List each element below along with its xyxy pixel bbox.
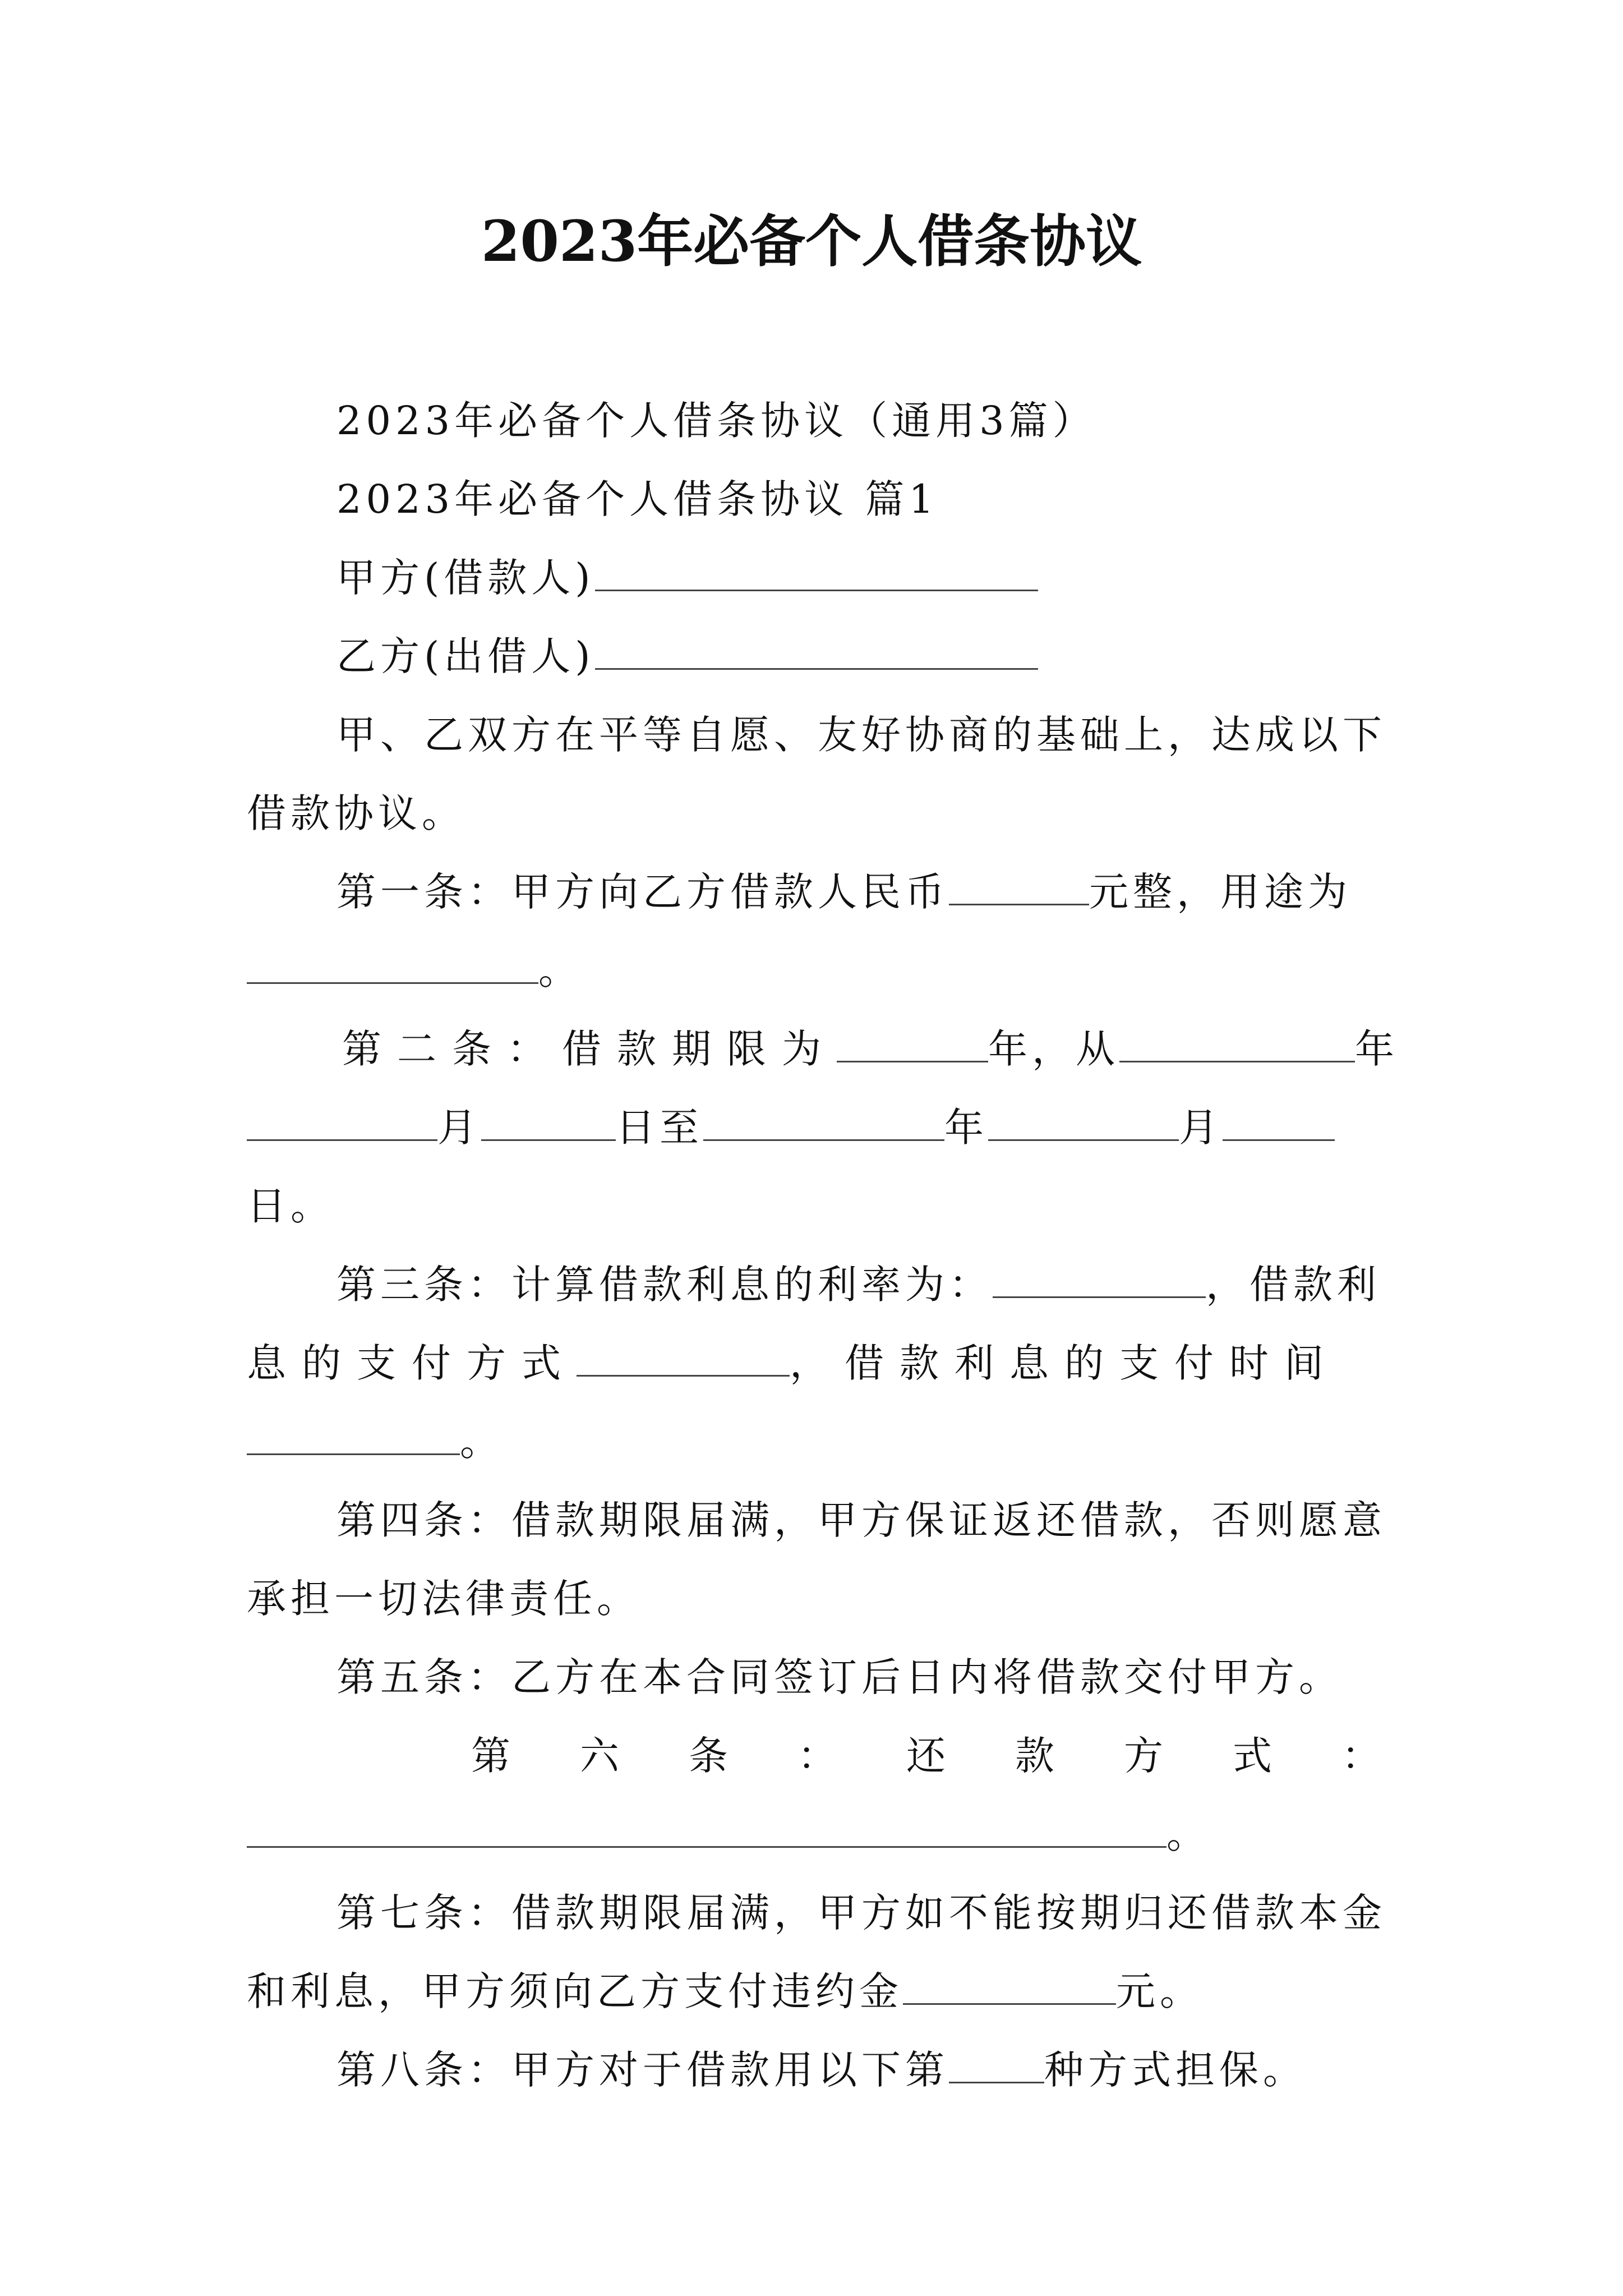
article-1-line-2: [247, 931, 1385, 1010]
article-6-char: 款: [1015, 1733, 1059, 1779]
term-years-blank: [837, 1060, 988, 1062]
article-6-char: ：: [797, 1733, 841, 1779]
article-6-line-2: [247, 1795, 1385, 1874]
article-3-end: 。: [460, 1419, 504, 1465]
article-6-char: ：: [1341, 1733, 1385, 1779]
repayment-method-blank: [247, 1846, 1166, 1848]
article-6-line-1: [247, 1717, 1385, 1795]
article-3-line-2: [247, 1324, 1385, 1402]
article-3-line-3: [247, 1402, 1385, 1481]
article-7-line-2: [247, 1952, 1385, 2031]
article-2-text: 月: [437, 1105, 481, 1151]
end-month-blank: [988, 1139, 1179, 1141]
purpose-blank: [247, 982, 538, 984]
article-5-line: 第五条：乙方在本合同签订后日内将借款交付甲方。: [336, 1654, 1343, 1700]
article-2-text: 日至: [616, 1105, 703, 1151]
article-2-text: 年: [944, 1105, 988, 1151]
article-1-text: 第一条：甲方向乙方借款人民币: [336, 869, 949, 915]
party-b-label: 乙方(出借人): [336, 633, 595, 679]
article-3-text: ，借款利息的支付时间: [790, 1340, 1339, 1386]
article-2-text: 年，从: [988, 1026, 1119, 1072]
article-3-line-1: [247, 1245, 1385, 1324]
article-3-text: ，借款利: [1206, 1262, 1381, 1308]
article-7-text: 元。: [1116, 1968, 1204, 2014]
party-b-line: [247, 617, 1385, 696]
section-heading: 2023年必备个人借条协议 篇1: [336, 476, 938, 522]
article-4-line-1: 第四条：借款期限届满，甲方保证返还借款，否则愿意: [336, 1497, 1386, 1543]
party-a-label: 甲方(借款人): [336, 555, 595, 601]
start-day-blank: [481, 1139, 616, 1141]
party-a-blank: [595, 589, 1038, 591]
end-year-blank: [703, 1139, 944, 1141]
document-body: [247, 381, 1399, 2109]
article-6-char: 方: [1124, 1733, 1168, 1779]
article-6-char: 还: [906, 1733, 950, 1779]
article-7-text: 和利息，甲方须向乙方支付违约金: [247, 1968, 903, 2014]
interest-rate-blank: [993, 1296, 1206, 1298]
article-2-text: 年: [1355, 1026, 1399, 1072]
article-6-end: 。: [1166, 1811, 1210, 1857]
start-year-blank: [1119, 1060, 1355, 1062]
subtitle: 2023年必备个人借条协议（通用3篇）: [336, 398, 1096, 444]
start-month-blank: [247, 1139, 437, 1141]
document-title: 2023年必备个人借条协议: [481, 208, 1142, 274]
party-a-line: [247, 539, 1385, 617]
article-2-line-3: 日。: [247, 1183, 334, 1229]
intro-line-1: 甲、乙双方在平等自愿、友好协商的基础上，达成以下: [336, 712, 1386, 758]
article-3-text: 息的支付方式: [247, 1340, 577, 1386]
article-2-text: 月: [1179, 1105, 1223, 1151]
penalty-blank: [903, 2003, 1116, 2005]
article-1-line-1: [247, 853, 1385, 931]
article-8-line: [247, 2031, 1385, 2109]
article-1-end: 。: [538, 947, 582, 993]
article-2-line-2: [247, 1088, 1385, 1167]
intro-line-2: 借款协议。: [247, 790, 465, 836]
article-8-text: 种方式担保。: [1044, 2047, 1307, 2093]
article-8-text: 第八条：甲方对于借款用以下第: [336, 2047, 949, 2093]
article-6-char: 式: [1233, 1733, 1276, 1779]
amount-blank: [949, 903, 1089, 905]
article-3-text: 第三条：计算借款利息的利率为：: [336, 1262, 993, 1308]
article-4-line-2: 承担一切法律责任。: [247, 1576, 640, 1622]
article-2-line-1: [247, 1010, 1399, 1088]
guarantee-option-blank: [949, 2081, 1044, 2083]
article-2-text: 第二条：借款期限为: [342, 1026, 837, 1072]
article-6-char: 条: [689, 1733, 732, 1779]
article-6-char: 六: [580, 1733, 624, 1779]
payment-method-blank: [577, 1374, 790, 1377]
article-7-line-1: 第七条：借款期限届满，甲方如不能按期归还借款本金: [336, 1890, 1386, 1936]
party-b-blank: [595, 668, 1038, 670]
article-1-text: 元整，用途为: [1089, 869, 1352, 915]
payment-time-blank: [247, 1453, 460, 1455]
article-6-char: 第: [471, 1733, 515, 1779]
end-day-blank: [1223, 1139, 1335, 1141]
